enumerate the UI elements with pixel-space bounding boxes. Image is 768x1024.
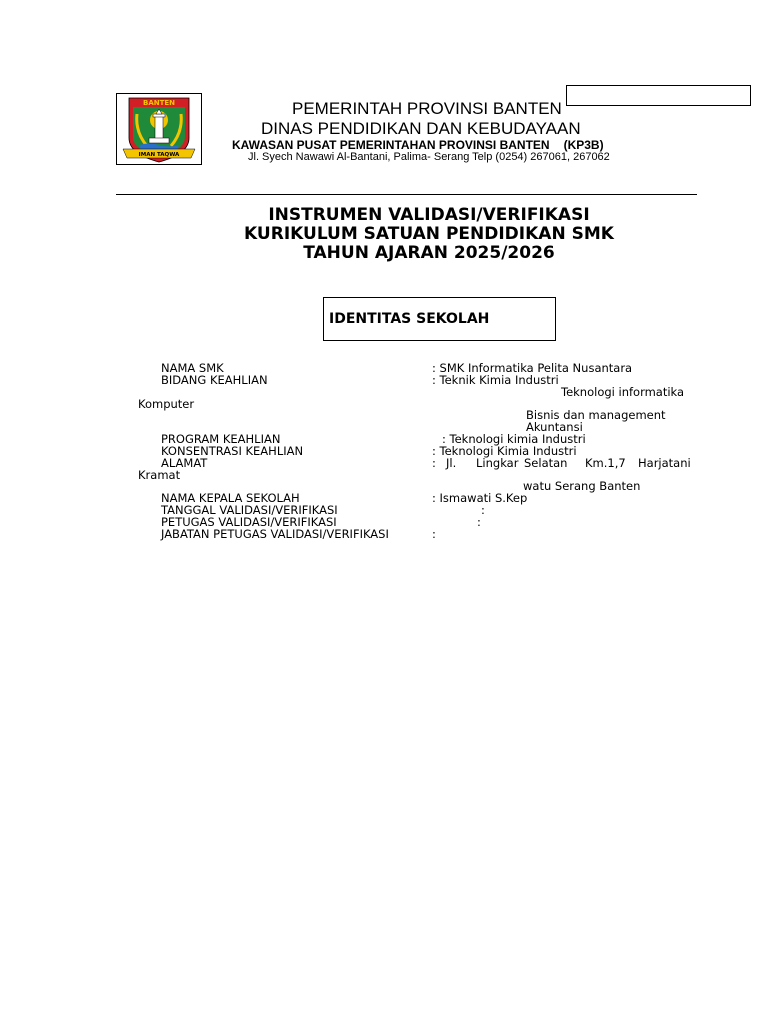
emblem-ribbon-text: IMAN TAQWA — [138, 152, 180, 158]
jabatan-petugas-label: JABATAN PETUGAS VALIDASI/VERIFIKASI — [161, 527, 389, 541]
document-title-line2: KURIKULUM SATUAN PENDIDIKAN SMK — [244, 224, 614, 244]
letterhead-government: PEMERINTAH PROVINSI BANTEN — [292, 99, 562, 118]
jabatan-petugas-value: : — [432, 527, 436, 541]
alamat-part-1: Jl. — [446, 456, 457, 470]
alamat-colon: : — [432, 456, 436, 470]
petugas-validasi-value: : — [477, 515, 481, 529]
alamat-part-3: Selatan — [524, 456, 568, 470]
kepala-sekolah-label: NAMA KEPALA SEKOLAH — [161, 491, 300, 505]
emblem-banner-text: BANTEN — [142, 99, 176, 107]
program-keahlian-label: PROGRAM KEAHLIAN — [161, 432, 281, 446]
alamat-part-4: Km.1,7 — [585, 456, 626, 470]
bidang-keahlian-value-4: Akuntansi — [526, 420, 583, 434]
letterhead-address: Jl. Syech Nawawi Al-Bantani, Palima- Serang Telp (0254) 267061, 267062 — [248, 151, 610, 163]
section-heading: IDENTITAS SEKOLAH — [329, 311, 490, 327]
alamat-part-2: Lingkar — [476, 456, 519, 470]
alamat-part-5: Harjatani — [638, 456, 691, 470]
letterhead-department: DINAS PENDIDIKAN DAN KEBUDAYAAN — [261, 119, 581, 138]
letterhead-area-code: (KP3B) — [563, 138, 604, 152]
bidang-keahlian-value-3: Bisnis dan management — [526, 408, 666, 422]
bidang-keahlian-value-1: : Teknik Kimia Industri — [432, 373, 559, 387]
nama-smk-value: : SMK Informatika Pelita Nusantara — [432, 361, 633, 375]
letterhead-area-name: KAWASAN PUSAT PEMERINTAHAN PROVINSI BANTEN — [232, 138, 550, 152]
alamat-label: ALAMAT — [161, 456, 208, 470]
bidang-keahlian-value-2-wrap: Komputer — [138, 397, 195, 411]
tanggal-validasi-label: TANGGAL VALIDASI/VERIFIKASI — [161, 503, 338, 517]
letterhead-area — [232, 138, 604, 152]
petugas-validasi-label: PETUGAS VALIDASI/VERIFIKASI — [161, 515, 337, 529]
program-keahlian-value: : Teknologi kimia Industri — [442, 432, 586, 446]
bidang-keahlian-label: BIDANG KEAHLIAN — [161, 373, 268, 387]
konsentrasi-keahlian-label: KONSENTRASI KEAHLIAN — [161, 444, 304, 458]
nama-smk-label: NAMA SMK — [161, 361, 224, 375]
empty-box — [566, 85, 751, 106]
document-title-line1: INSTRUMEN VALIDASI/VERIFIKASI — [268, 205, 590, 225]
tanggal-validasi-value: : — [481, 503, 485, 517]
section-heading-box — [323, 297, 556, 341]
letterhead-divider — [116, 194, 697, 195]
konsentrasi-keahlian-value: : Teknologi Kimia Industri — [432, 444, 577, 458]
bidang-keahlian-value-2: Teknologi informatika — [561, 385, 685, 399]
banten-emblem-logo — [116, 93, 202, 165]
document-title-line3: TAHUN AJARAN 2025/2026 — [303, 243, 555, 263]
alamat-wrap-2: watu Serang Banten — [523, 479, 641, 493]
kepala-sekolah-value: : Ismawati S.Kep — [432, 491, 528, 505]
alamat-wrap-1: Kramat — [138, 468, 181, 482]
